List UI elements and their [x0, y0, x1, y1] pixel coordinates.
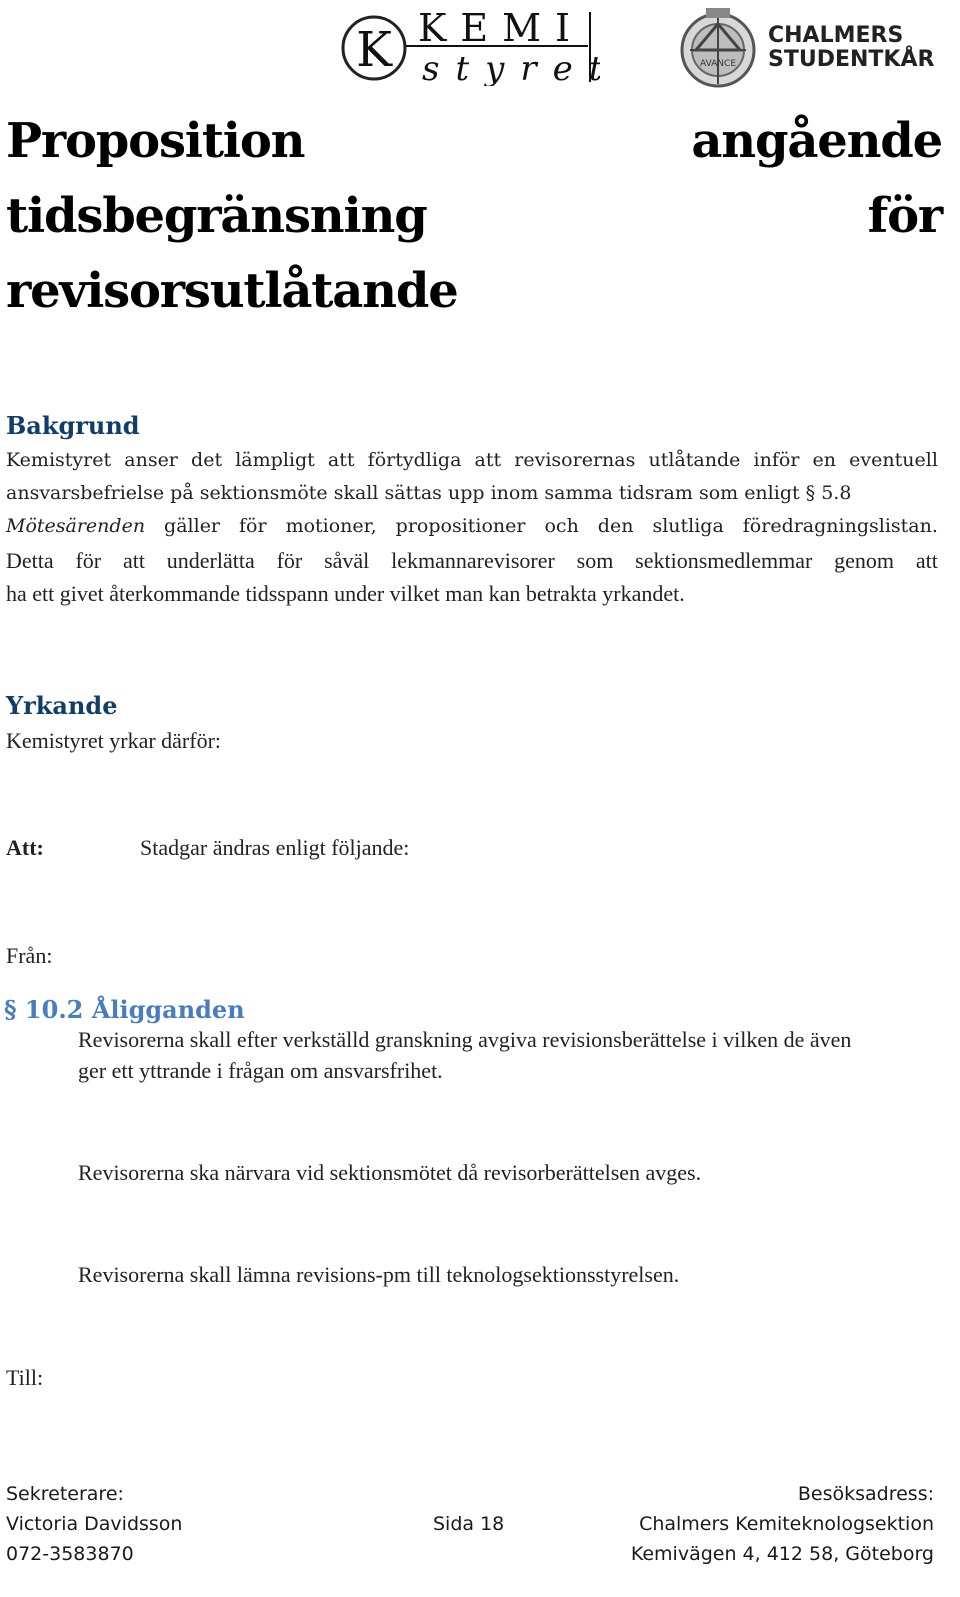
emblem-text: AVANCE — [699, 59, 737, 69]
word: anser — [124, 449, 178, 471]
word: såväl — [324, 548, 370, 573]
yrkande-intro: Kemistyret yrkar därför: — [6, 728, 222, 753]
title-word-angaende: angående — [691, 113, 942, 169]
word: inför — [753, 449, 800, 471]
word: revisorernas — [514, 449, 636, 471]
logo-k-letter: K — [356, 22, 392, 78]
word: det — [191, 449, 223, 471]
bakgrund-line-4 — [6, 547, 938, 575]
word: underlätta — [166, 548, 255, 573]
word: för — [75, 548, 102, 573]
word: propositioner — [395, 515, 526, 537]
yrkande-heading: Yrkande — [6, 691, 118, 720]
word: som — [576, 548, 614, 573]
word: utlåtande — [648, 449, 741, 471]
word: att — [915, 548, 938, 573]
word: att — [327, 449, 355, 471]
revisor-rule-2: Revisorerna ska närvara vid sektionsmötet då revisorberättelsen avges. — [78, 1160, 702, 1185]
footer-secretary-label: Sekreterare: — [6, 1483, 124, 1505]
word: eventuell — [849, 449, 938, 471]
word: och — [544, 515, 579, 537]
word: den — [597, 515, 634, 537]
word: för — [276, 548, 303, 573]
word: att — [122, 548, 145, 573]
logo-styret-word: styret — [422, 49, 600, 86]
word: att — [474, 449, 502, 471]
bakgrund-heading: Bakgrund — [6, 411, 140, 440]
word: en — [812, 449, 837, 471]
word: slutliga — [652, 515, 724, 537]
footer-organization: Chalmers Kemiteknologsektion — [639, 1513, 934, 1535]
revisor-rule-3: Revisorerna skall lämna revisions-pm till teknologsektionsstyrelsen. — [78, 1262, 680, 1287]
revisor-rule-1-line-2: ger ett yttrande i frågan om ansvarsfrihet. — [78, 1058, 443, 1083]
word: Detta — [6, 548, 54, 573]
title-word-for: för — [867, 188, 942, 244]
title-word-proposition: Proposition — [6, 113, 305, 169]
chalmers-emblem-icon — [682, 8, 754, 86]
bakgrund-line-3 — [6, 514, 938, 538]
word: för — [239, 515, 267, 537]
section-heading — [4, 996, 245, 1024]
footer-secretary-phone: 072-3583870 — [6, 1543, 134, 1565]
word: lämpligt — [235, 449, 315, 471]
bakgrund-line-2: ansvarsbefrielse på sektionsmöte skall sättas upp inom samma tidsram som enligt § 5.8 — [6, 482, 852, 504]
title-word-revisorsutlatande: revisorsutlåtande — [6, 263, 458, 319]
word: genom — [834, 548, 895, 573]
word: Kemistyret — [6, 449, 112, 471]
footer-visit-label: Besöksadress: — [797, 1483, 934, 1505]
word: gäller — [164, 515, 221, 537]
title-word-tidsbegransning: tidsbegränsning — [6, 188, 427, 244]
bakgrund-line-1 — [6, 448, 938, 472]
footer-page-number: Sida 18 — [433, 1513, 505, 1535]
revisor-rule-1-line-1: Revisorerna skall efter verkställd granskning avgiva revisionsberättelse i vilken de även — [78, 1027, 852, 1052]
bakgrund-line-5: ha ett givet återkommande tidsspann under vilket man kan betrakta yrkandet. — [6, 581, 685, 606]
word: sektionsmedlemmar — [635, 548, 813, 573]
motesarenden-reference: Mötesärenden — [6, 515, 146, 537]
word: förtydliga — [367, 449, 462, 471]
logo-chalmers-line2: STUDENTKÅR — [768, 47, 935, 72]
logo-kemi-word: KEMI — [418, 8, 585, 50]
till-label: Till: — [6, 1365, 44, 1390]
footer-address: Kemivägen 4, 412 58, Göteborg — [630, 1543, 934, 1565]
word: föredragningslistan. — [742, 515, 938, 537]
word: lekmannarevisorer — [391, 548, 555, 573]
att-label: Att: — [6, 835, 44, 860]
section-symbol: § — [4, 995, 17, 1024]
chalmers-studentkar-logo — [676, 4, 946, 90]
logo-chalmers-line1: CHALMERS — [768, 23, 904, 48]
word: motioner, — [285, 515, 377, 537]
section-title: 10.2 Åligganden — [24, 995, 245, 1024]
fran-label: Från: — [6, 943, 53, 968]
kemistyret-logo — [340, 8, 600, 86]
footer-secretary-name: Victoria Davidsson — [6, 1513, 183, 1535]
att-text: Stadgar ändras enligt följande: — [140, 835, 410, 860]
